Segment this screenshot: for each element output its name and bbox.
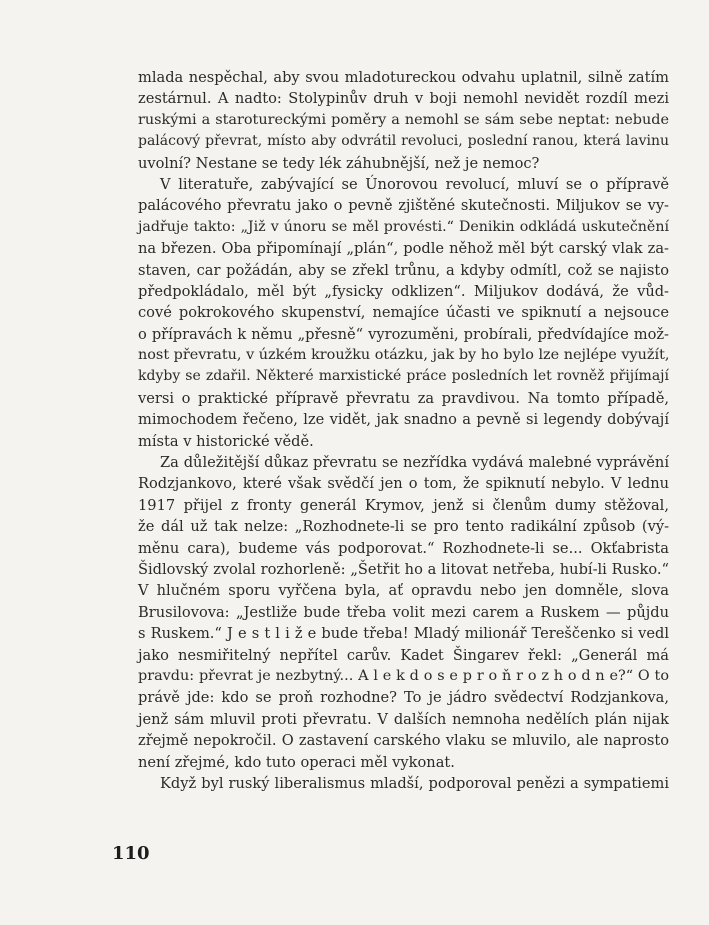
text-line: s Ruskem.“ J e s t l i ž e bude třeba! Mladý milionář Tereščenko si vedl <box>138 625 669 643</box>
text-line: místa v historické vědě. <box>138 432 314 450</box>
text-line: předpokládalo, měl být „fysicky odklizen“. Miljukov dodává, že vůd- <box>138 282 669 300</box>
text-line: mlada nespěchal, aby svou mladotureckou odvahu uplatnil, silně zatím <box>138 69 669 86</box>
text-line: staven, car požádán, aby se zřekl trůnu, a kdyby odmítl, což se najisto <box>138 261 669 279</box>
paragraph-start-line: Za důležitější důkaz převratu se nezřídka vydává malebné vyprávění <box>160 454 669 472</box>
text-line: kdyby se zdařil. Některé marxistické práce posledních let rovněž přijímají <box>138 368 669 385</box>
text-line: mimochodem řečeno, lze vidět, jak snadno a pevně si legendy dobývají <box>138 411 669 429</box>
text-line: palácového převratu jako o pevně zjištěné skutečnosti. Miljukov se vy- <box>138 197 669 215</box>
text-line: není zřejmé, kdo tuto operaci měl vykonat. <box>138 753 455 771</box>
text-line: jenž sám mluvil proti převratu. V dalších nemnoha nedělích plán nijak <box>138 710 669 728</box>
text-line: že dál už tak nelze: „Rozhodnete-li se pro tento radikální způsob (vý- <box>138 518 669 536</box>
text-line: ruskými a starotureckými poměry a nemohl se sám sebe neptat: nebude <box>138 111 669 128</box>
text-line: Šidlovský zvolal rozhorleně: „Šetřit ho a litovat netřeba, hubí-li Rusko.“ <box>138 560 669 578</box>
text-line: jako nesmiřitelný nepřítel carův. Kadet Šingarev řekl: „Generál má <box>138 646 669 664</box>
text-line: pravdu: převrat je nezbytný... A l e k d o s e p r o ň r o z h o d n e?“ O to <box>138 667 669 684</box>
text-line: 1917 přijel z fronty generál Krymov, jenž si členům dumy stěžoval, <box>138 496 669 514</box>
text-line: Brusilovova: „Jestliže bude třeba volit mezi carem a Ruskem — půjdu <box>138 603 669 621</box>
text-line: nost převratu, v úzkém kroužku otázku, jak by ho bylo lze nejlépe využít, <box>138 347 670 364</box>
text-line: cové pokrokového skupenství, nemajíce účasti ve spiknutí a nejsouce <box>138 304 669 322</box>
text-line: zestárnul. A nadto: Stolypinův druh v boji nemohl nevidět rozdíl mezi <box>138 90 669 108</box>
paragraph-start-line: V literatuře, zabývající se Únorovou revolucí, mluví se o přípravě <box>160 175 669 193</box>
text-line: palácový převrat, místo aby odvrátil revoluci, poslední ranou, která lavinu <box>138 133 669 150</box>
text-line: na březen. Oba připomínají „plán“, podle něhož měl být carský vlak za- <box>138 240 669 258</box>
paragraph-start-line: Když byl ruský liberalismus mladší, podporoval penězi a sympatiemi <box>160 774 669 792</box>
text-line: měnu cara), budeme vás podporovat.“ Rozhodnete-li se... Okťabrista <box>138 539 669 557</box>
text-line: jadřuje takto: „Již v únoru se měl provésti.“ Denikin odkládá uskutečnění <box>138 218 669 235</box>
text-line: versi o praktické přípravě převratu za pravdivou. Na tomto případě, <box>138 389 669 407</box>
page-number: 110 <box>112 843 150 864</box>
body-text <box>138 67 669 794</box>
text-line: Rodzjankovo, které však svědčí jen o tom, že spiknutí nebylo. V lednu <box>138 475 669 493</box>
text-line: uvolní? Nestane se tedy lék záhubnější, než je nemoc? <box>138 154 540 172</box>
text-line: V hlučném sporu vyřčena byla, ať opravdu nebo jen domněle, slova <box>138 582 669 600</box>
text-line: právě jde: kdo se proň rozhodne? To je jádro svědectví Rodzjankova, <box>138 689 669 707</box>
text-line: o přípravách k němu „přesně“ vyrozuměni, probírali, předvídajíce mož- <box>138 325 669 343</box>
text-line: zřejmě nepokročil. O zastavení carského vlaku se mluvilo, ale naprosto <box>138 732 669 750</box>
